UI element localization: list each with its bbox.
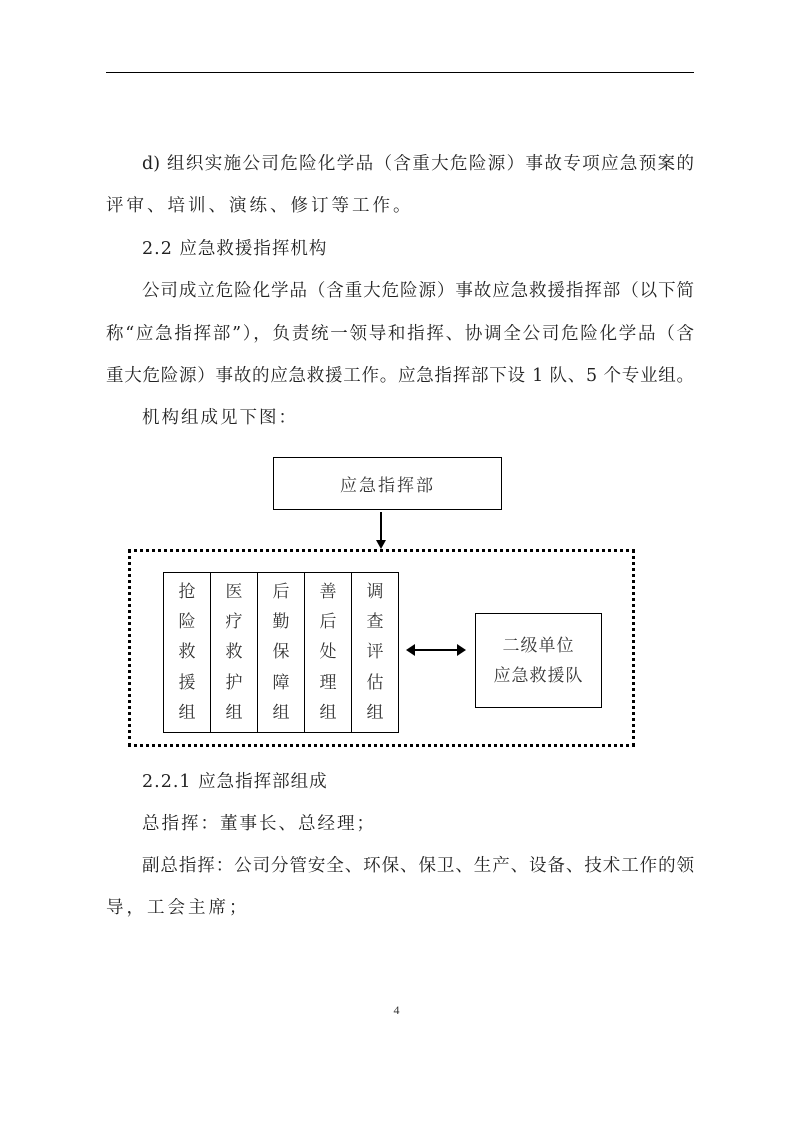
- paragraph-1-line-3: 重大危险源）事故的应急救援工作。应急指挥部下设 1 队、5 个专业组。: [106, 366, 694, 386]
- group-char: 组: [178, 702, 196, 723]
- arrow-down-icon: [380, 512, 382, 542]
- group-medical: [211, 573, 258, 732]
- paragraph-1-line-2: 称“应急指挥部”），负责统一领导和指挥、协调全公司危险化学品（含: [106, 324, 694, 344]
- paragraph-1-cont-2: [106, 362, 694, 387]
- arrow-down-head-icon: [376, 540, 386, 549]
- paragraph-2: [142, 404, 730, 429]
- group-logistics: [258, 573, 305, 732]
- org-chart-groups: [163, 572, 399, 733]
- paragraph-4-cont: [106, 894, 694, 919]
- paragraph-d-line-1: d) 组织实施公司危险化学品（含重大危险源）事故专项应急预案的: [142, 154, 694, 174]
- group-char: 估: [366, 672, 384, 693]
- group-char: 援: [178, 672, 196, 693]
- group-char: 救: [225, 642, 243, 663]
- paragraph-4-line-1: 副总指挥：公司分管安全、环保、保卫、生产、设备、技术工作的领: [142, 856, 694, 876]
- team-label-line-2: 应急救援队: [493, 665, 584, 686]
- org-chart-top-label: 应急指挥部: [340, 476, 435, 496]
- group-char: 调: [366, 582, 384, 603]
- group-char: 救: [178, 642, 196, 663]
- paragraph-d: [106, 150, 694, 175]
- header-rule: [106, 72, 694, 73]
- group-aftermath: [305, 573, 352, 732]
- group-char: 勤: [272, 612, 290, 633]
- group-char: 处: [319, 642, 337, 663]
- paragraph-1-cont-1: [106, 320, 694, 345]
- paragraph-4: [106, 852, 694, 877]
- paragraph-1: [106, 277, 694, 302]
- page-number: 4: [393, 1003, 400, 1017]
- group-char: 理: [319, 672, 337, 693]
- double-arrow-icon: [410, 649, 462, 651]
- group-char: 组: [319, 702, 337, 723]
- group-char: 抢: [178, 582, 196, 603]
- group-char: 组: [366, 702, 384, 723]
- group-char: 查: [366, 612, 384, 633]
- org-chart-top-node: [273, 457, 502, 510]
- heading-2-2-1-text: 2.2.1 应急指挥部组成: [142, 772, 328, 792]
- group-char: 后: [272, 582, 290, 603]
- paragraph-3-text: 总指挥：董事长、总经理；: [142, 814, 376, 834]
- team-label-line-1: 二级单位: [502, 635, 575, 656]
- heading-2-2-text: 2.2 应急救援指挥机构: [142, 239, 328, 259]
- paragraph-d-line-2: 评审、培训、演练、修订等工作。: [106, 196, 414, 216]
- group-char: 险: [178, 612, 196, 633]
- group-char: 障: [272, 672, 290, 693]
- paragraph-4-line-2: 导，工会主席；: [106, 898, 250, 918]
- paragraph-1-line-1: 公司成立危险化学品（含重大危险源）事故应急救援指挥部（以下简: [142, 281, 694, 301]
- group-rescue: [164, 573, 211, 732]
- heading-2-2: [142, 235, 730, 260]
- group-char: 组: [225, 702, 243, 723]
- heading-2-2-1: [142, 768, 730, 793]
- paragraph-3: [142, 810, 730, 835]
- group-char: 善: [319, 582, 337, 603]
- paragraph-2-text: 机构组成见下图：: [142, 408, 298, 428]
- group-char: 疗: [225, 612, 243, 633]
- group-char: 保: [272, 642, 290, 663]
- group-char: 护: [225, 672, 243, 693]
- group-char: 后: [319, 612, 337, 633]
- group-char: 评: [366, 642, 384, 663]
- paragraph-d-cont: [106, 192, 694, 217]
- group-char: 医: [225, 582, 243, 603]
- org-chart-team-node: [475, 613, 602, 708]
- group-investigation: [352, 573, 398, 732]
- group-char: 组: [272, 702, 290, 723]
